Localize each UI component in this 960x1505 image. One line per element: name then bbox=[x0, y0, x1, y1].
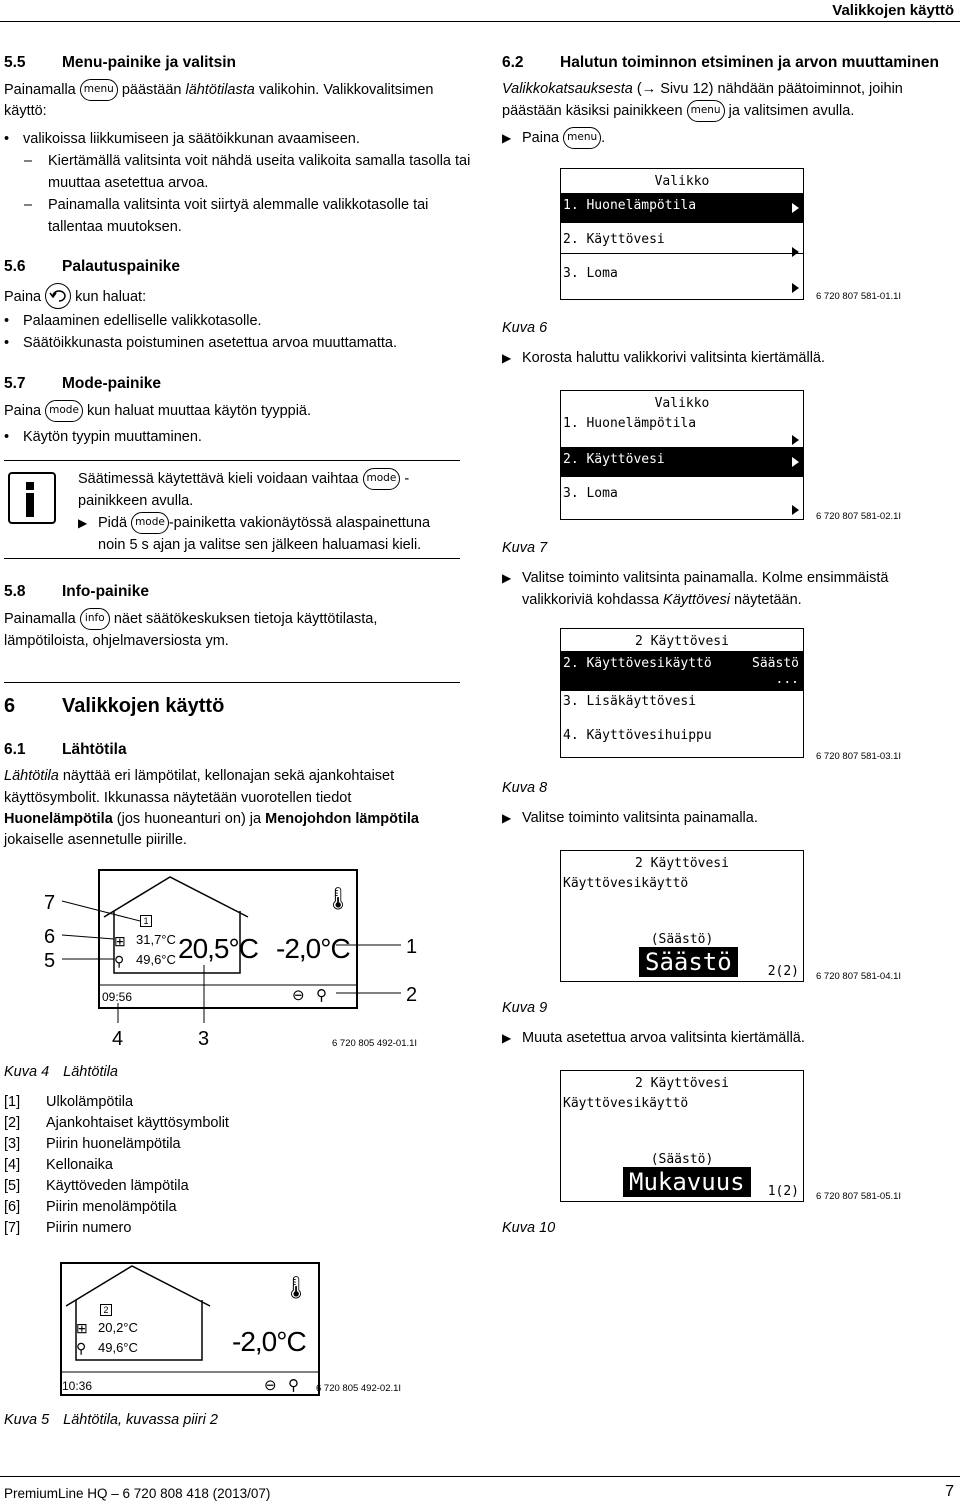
menu-button-icon: menu bbox=[687, 100, 725, 122]
arrow-right-icon bbox=[792, 435, 799, 445]
thermometer-icon: 🌡 bbox=[282, 1275, 310, 1300]
menu-button-icon: menu bbox=[563, 127, 601, 149]
figure-10-caption: Kuva 10 bbox=[502, 1220, 556, 1236]
arrow-right-icon bbox=[792, 213, 799, 223]
pump-icon: ⊖ bbox=[292, 987, 305, 1004]
step-4: ▶ Valitse toiminto valitsinta painamalla. bbox=[502, 810, 758, 826]
menu-row-2: 3. Lisäkäyttövesi bbox=[563, 694, 697, 709]
callout-5: 5 bbox=[44, 950, 56, 972]
figure-7-caption: Kuva 7 bbox=[502, 540, 548, 556]
clock: 10:36 bbox=[62, 1379, 93, 1393]
outdoor-temp: -2,0°C bbox=[232, 1326, 306, 1357]
s56-intro: Paina kun haluat: bbox=[4, 284, 146, 310]
legend-item-5: [5] Käyttöveden lämpötila bbox=[4, 1178, 189, 1194]
s55-intro: Painamalla menu päästään lähtötilasta valikohin. Valikkovalitsimen bbox=[4, 79, 433, 101]
figure-5 bbox=[60, 1262, 408, 1396]
radiator-icon: ⊞ bbox=[76, 1320, 88, 1336]
page-number: 7 bbox=[945, 1483, 954, 1500]
section-5-8-heading: 5.8 Info-painike bbox=[4, 583, 149, 600]
clock: 09:56 bbox=[102, 990, 133, 1004]
s55-dash1: – Kiertämällä valitsinta voit nähdä useita valikoita samalla tasolla tai bbox=[24, 153, 471, 169]
flow-temp: 20,2°C bbox=[98, 1320, 138, 1335]
menu-row-1: 1. Huonelämpötila bbox=[561, 413, 803, 443]
display-setting-fig10 bbox=[560, 1070, 804, 1202]
figure-9-caption: Kuva 9 bbox=[502, 1000, 548, 1016]
menu-button-icon: menu bbox=[80, 79, 118, 101]
figure-ref: 6 720 805 492-02.1I bbox=[316, 1383, 402, 1394]
tap-icon: ⚲ bbox=[114, 953, 125, 969]
setting-name: Käyttövesikäyttö bbox=[563, 876, 689, 891]
page-indicator: 2(2) bbox=[767, 964, 799, 979]
info-line-4: noin 5 s ajan ja valitse sen jälkeen haluamasi kieli. bbox=[98, 537, 422, 553]
figure-ref: 6 720 807 581-05.1I bbox=[816, 1191, 902, 1202]
s58-line2: lämpötiloista, ohjelmaversiosta ym. bbox=[4, 633, 229, 649]
tap-icon: ⚲ bbox=[316, 987, 327, 1004]
s55-intro-line2: käyttö: bbox=[4, 103, 47, 119]
callout-3: 3 bbox=[198, 1028, 210, 1050]
legend-item-3: [3] Piirin huonelämpötila bbox=[4, 1136, 181, 1152]
s55-dash2: – Painamalla valitsinta voit siirtyä alemmalle valikkotasolle tai bbox=[24, 197, 429, 213]
callout-1: 1 bbox=[406, 936, 418, 958]
display-menu-fig8 bbox=[560, 628, 804, 758]
previous-value: (Säästö) bbox=[650, 1152, 714, 1167]
menu-title: 2 Käyttövesi bbox=[635, 1076, 729, 1091]
figure-6-caption: Kuva 6 bbox=[502, 320, 548, 336]
info-button-icon: info bbox=[80, 608, 110, 630]
flow-temp: 31,7°C bbox=[136, 932, 176, 947]
mode-button-icon: mode bbox=[131, 512, 169, 534]
back-button-icon bbox=[45, 283, 71, 309]
menu-row-3: 3. Loma bbox=[561, 481, 803, 511]
circuit-number: 1 bbox=[140, 915, 152, 927]
s57-bullet: • Käytön tyypin muuttaminen. bbox=[4, 429, 202, 445]
step-5: ▶ Muuta asetettua arvoa valitsinta kiertämällä. bbox=[502, 1030, 805, 1046]
radiator-icon: ⊞ bbox=[114, 933, 126, 949]
menu-title: Valikko bbox=[654, 174, 710, 189]
section-5-6-heading: 5.6 Palautuspainike bbox=[4, 258, 181, 275]
legend-item-7: [7] Piirin numero bbox=[4, 1220, 132, 1236]
menu-title: Valikko bbox=[654, 396, 710, 411]
info-box-top-rule bbox=[4, 460, 460, 461]
thermometer-icon: 🌡 bbox=[324, 886, 352, 911]
pump-icon: ⊖ bbox=[264, 1377, 277, 1394]
page-indicator: 1(2) bbox=[767, 1184, 799, 1199]
figure-4 bbox=[6, 865, 426, 1055]
s61-line1: Lähtötila näyttää eri lämpötilat, kellonajan sekä ajankohtaiset bbox=[4, 768, 395, 784]
section-6-1-heading: 6.1 Lähtötila bbox=[4, 741, 127, 758]
section-5-7-heading: 5.7 Mode-painike bbox=[4, 375, 162, 392]
arrow-right-icon bbox=[792, 457, 799, 467]
tap-icon: ⚲ bbox=[76, 1340, 87, 1356]
s57-intro: Paina mode kun haluat muuttaa käytön tyyppiä. bbox=[4, 400, 311, 422]
legend-item-6: [6] Piirin menolämpötila bbox=[4, 1199, 177, 1215]
dhw-temp: 49,6°C bbox=[136, 952, 176, 967]
info-box-bottom-rule bbox=[4, 558, 460, 559]
s61-line2: käyttösymbolit. Ikkunassa näytetään vuorotellen tiedot bbox=[4, 790, 352, 806]
footer-rule bbox=[0, 1476, 960, 1477]
circuit-number: 2 bbox=[100, 1304, 112, 1316]
section-5-5-heading: 5.5 Menu-painike ja valitsin bbox=[4, 54, 236, 71]
figure-ref: 6 720 807 581-03.1I bbox=[816, 751, 902, 762]
mode-button-icon: mode bbox=[45, 400, 83, 422]
outdoor-temp: -2,0°C bbox=[276, 933, 350, 964]
dhw-temp: 49,6°C bbox=[98, 1340, 138, 1355]
s55-bullet: • valikoissa liikkumiseen ja säätöikkunan avaamiseen. bbox=[4, 131, 360, 147]
figure-ref: 6 720 807 581-02.1I bbox=[816, 511, 902, 522]
chapter-rule bbox=[4, 682, 460, 683]
step-2: ▶ Korosta haluttu valikkorivi valitsinta kiertämällä. bbox=[502, 350, 826, 366]
step-3: ▶ Valitse toiminto valitsinta painamalla. Kolme ensimmäistä bbox=[502, 570, 889, 586]
setting-name: Käyttövesikäyttö bbox=[563, 1096, 689, 1111]
menu-row-2: 2. Käyttövesi bbox=[561, 225, 803, 255]
s62-line1: Valikkokatsauksesta (→ Sivu 12) nähdään päätoiminnot, joihin bbox=[502, 81, 903, 97]
arrow-right-icon bbox=[792, 203, 799, 213]
footer-text: PremiumLine HQ – 6 720 808 418 (2013/07) bbox=[4, 1486, 271, 1501]
legend-item-2: [2] Ajankohtaiset käyttösymbolit bbox=[4, 1115, 229, 1131]
callout-2: 2 bbox=[406, 984, 418, 1006]
callout-lines bbox=[6, 865, 426, 1055]
menu-title: 2 Käyttövesi bbox=[635, 856, 729, 871]
menu-row-3: 4. Käyttövesihuippu bbox=[563, 728, 712, 743]
display-menu-fig6 bbox=[560, 168, 804, 300]
previous-value: (Säästö) bbox=[650, 932, 714, 947]
tap-icon: ⚲ bbox=[288, 1377, 299, 1394]
s55-dash1-line2: muuttaa asetettua arvoa. bbox=[48, 175, 209, 191]
step-3-line2: valikkoriviä kohdassa Käyttövesi näytetään. bbox=[522, 592, 802, 608]
menu-row-1: 2. Käyttövesikäyttö Säästö ... bbox=[561, 651, 803, 691]
display-menu-fig7 bbox=[560, 390, 804, 520]
s56-bullet-1: • Palaaminen edelliselle valikkotasolle. bbox=[4, 313, 262, 329]
setting-value: Mukavuus bbox=[623, 1167, 751, 1197]
figure-ref: 6 720 807 581-04.1I bbox=[816, 971, 902, 982]
s56-bullet-2: • Säätöikkunasta poistuminen asetettua arvoa muuttamatta. bbox=[4, 335, 397, 351]
info-line-2: painikkeen avulla. bbox=[78, 493, 194, 509]
callout-4: 4 bbox=[112, 1028, 124, 1050]
page-header bbox=[0, 0, 960, 22]
info-line-3: ▶ Pidä mode -painiketta vakionäytössä alaspainettuna bbox=[78, 512, 430, 534]
menu-row-2: 2. Käyttövesi bbox=[561, 447, 803, 477]
figure-ref: 6 720 805 492-01.1I bbox=[332, 1038, 418, 1049]
display-setting-fig9 bbox=[560, 850, 804, 982]
menu-title: 2 Käyttövesi bbox=[635, 634, 729, 649]
s58-intro: Painamalla info näet säätökeskuksen tietoja käyttötilasta, bbox=[4, 608, 377, 630]
info-line-1: Säätimessä käytettävä kieli voidaan vaihtaa mode - bbox=[78, 468, 409, 490]
chapter-6-heading: 6 Valikkojen käyttö bbox=[4, 695, 225, 717]
figure-4-caption: Kuva 4 Lähtötila bbox=[4, 1064, 118, 1080]
s55-dash2-line2: tallentaa muutoksen. bbox=[48, 219, 182, 235]
legend-item-4: [4] Kellonaika bbox=[4, 1157, 113, 1173]
s62-line2: päästään käsiksi painikkeen menu ja valitsimen avulla. bbox=[502, 100, 854, 122]
figure-8-caption: Kuva 8 bbox=[502, 780, 548, 796]
callout-6: 6 bbox=[44, 926, 56, 948]
s61-line4: jokaiselle asennetulle piirille. bbox=[4, 832, 187, 848]
step-1: ▶ Paina menu . bbox=[502, 127, 605, 149]
section-6-2-heading: 6.2 Halutun toiminnon etsiminen ja arvon muuttaminen bbox=[502, 54, 939, 71]
arrow-right-icon bbox=[792, 283, 799, 293]
s61-line3: Huonelämpötila (jos huoneanturi on) ja Menojohdon lämpötila bbox=[4, 811, 419, 827]
callout-7: 7 bbox=[44, 892, 56, 914]
legend-item-1: [1] Ulkolämpötila bbox=[4, 1094, 134, 1110]
figure-5-caption: Kuva 5 Lähtötila, kuvassa piiri 2 bbox=[4, 1412, 218, 1428]
info-icon bbox=[8, 472, 56, 524]
arrow-right-icon bbox=[792, 247, 799, 257]
room-temp: 20,5°C bbox=[178, 933, 258, 964]
setting-value: Säästö bbox=[639, 947, 738, 977]
menu-row-1: 1. Huonelämpötila bbox=[561, 193, 803, 223]
mode-button-icon: mode bbox=[363, 468, 401, 490]
header-title: Valikkojen käyttö bbox=[832, 2, 954, 19]
menu-row-3: 3. Loma bbox=[561, 261, 803, 291]
figure-ref: 6 720 807 581-01.1I bbox=[816, 291, 902, 302]
arrow-right-icon bbox=[792, 505, 799, 515]
